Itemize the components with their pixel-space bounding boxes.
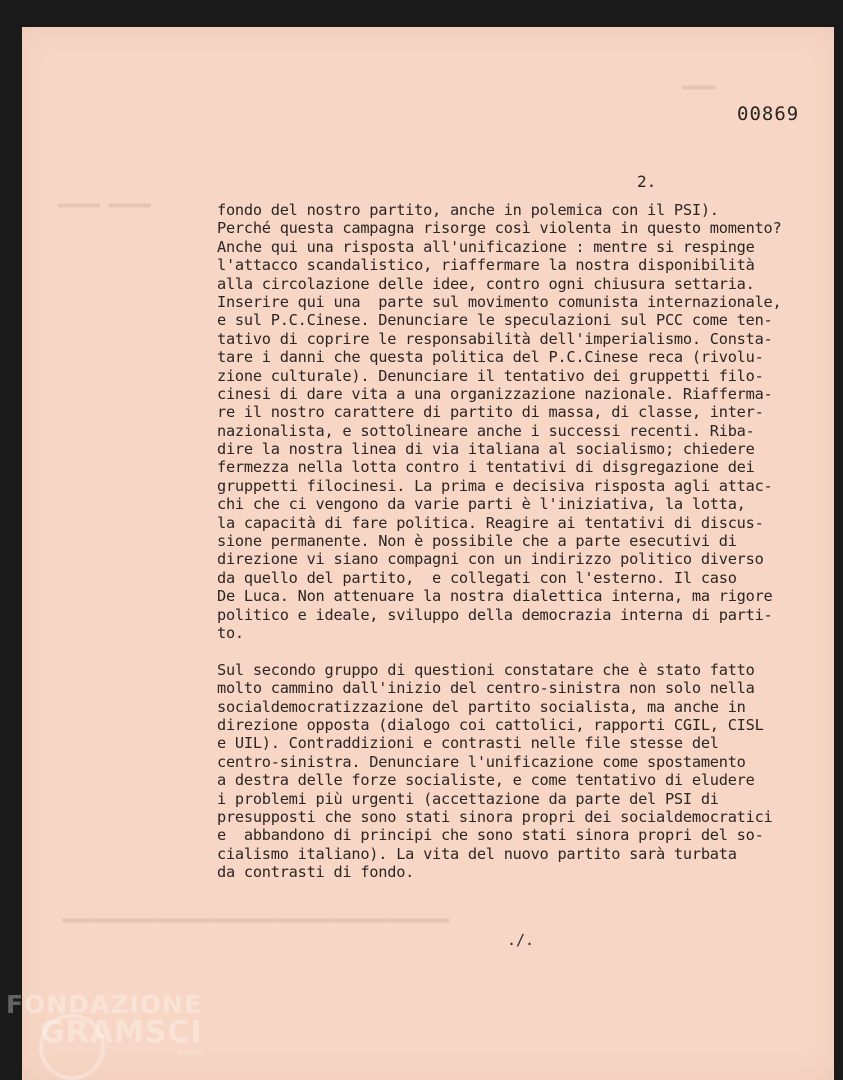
text-line: a destra delle forze socialiste, e come tentativo di eludere: [217, 771, 755, 790]
text-line: e abbandono di principi che sono stati sinora propri del so-: [217, 826, 764, 845]
text-line: Inserire qui una parte sul movimento comunista internazionale,: [217, 292, 782, 311]
bleed-through-texture: ▬▬▬▬▬▬▬▬▬▬▬▬▬▬▬▬▬▬▬▬▬▬▬▬▬▬▬▬▬▬▬▬▬▬▬▬▬▬▬▬▬▬▬▬▬▬: [62, 912, 450, 928]
text-line: direzione opposta (dialogo coi cattolici, rapporti CGIL, CISL: [217, 715, 764, 734]
text-line: [217, 881, 817, 899]
text-line: fondo del nostro partito, anche in polemica con il PSI).: [217, 201, 719, 219]
text-line: da contrasti di fondo.: [217, 863, 415, 882]
text-line: e sul P.C.Cinese. Denunciare le speculazioni sul PCC come ten-: [217, 311, 773, 330]
text-line: tativo di coprire le responsabilità dell'imperialismo. Consta-: [217, 329, 773, 348]
text-line: la capacità di fare politica. Reagire ai tentativi di discus-: [217, 513, 764, 532]
text-line: da quello del partito, e collegati con l'esterno. Il caso: [217, 568, 737, 587]
watermark-line1: FONDAZIONE: [6, 990, 203, 1019]
text-line: i problemi più urgenti (accettazione da parte del PSI di: [217, 789, 719, 808]
document-number: 00869: [737, 103, 800, 125]
watermark-line2: GRAMSCI: [40, 1015, 203, 1050]
continuation-mark: ./.: [507, 931, 535, 949]
paragraph-gap: [217, 642, 817, 660]
text-line: politico e ideale, sviluppo della democrazia interna di parti-: [217, 605, 773, 624]
typewritten-body: [217, 201, 817, 900]
text-line: gruppetti filocinesi. La prima e decisiva risposta agli attac-: [217, 476, 773, 495]
text-line: nazionalista, e sottolineare anche i successi recenti. Riba-: [217, 421, 755, 440]
text-line: l'attacco scandalistico, riaffermare la nostra disponibilità: [217, 256, 755, 275]
text-line: e UIL). Contraddizioni e contrasti nelle file stesse del: [217, 734, 719, 753]
text-line: to.: [217, 623, 244, 642]
text-line: Sul secondo gruppo di questioni constatare che è stato fatto: [217, 660, 755, 679]
text-line: De Luca. Non attenuare la nostra dialettica interna, ma rigore: [217, 587, 773, 606]
text-line: cinesi di dare vita a una organizzazione nazionale. Riafferma-: [217, 384, 773, 403]
text-line: chi che ci vengono da varie parti è l'iniziativa, la lotta,: [217, 495, 746, 514]
page-number: 2.: [637, 172, 657, 191]
text-line: fermezza nella lotta contro i tentativi di disgregazione dei: [217, 458, 755, 477]
text-line: centro-sinistra. Denunciare l'unificazione come spostamento: [217, 752, 746, 771]
text-line: tare i danni che questa politica del P.C.Cinese reca (rivolu-: [217, 348, 764, 367]
text-line: zione culturale). Denunciare il tentativo dei gruppetti filo-: [217, 366, 764, 385]
text-line: socialdemocratizzazione del partito socialista, ma anche in: [217, 697, 746, 716]
text-line: alla circolazione delle idee, contro ogni chiusura settaria.: [217, 274, 755, 293]
text-line: dire la nostra linea di via italiana al socialismo; chiedere: [217, 440, 755, 459]
text-line: direzione vi siano compagni con un indirizzo politico diverso: [217, 550, 764, 569]
text-line: Perché questa campagna risorge così violenta in questo momento?: [217, 219, 782, 238]
text-line: cialismo italiano). La vita del nuovo partito sarà turbata: [217, 844, 737, 863]
text-line: re il nostro carattere di partito di massa, di classe, inter-: [217, 403, 764, 422]
bleed-through-texture: ▬▬▬▬▬ ▬▬▬▬▬: [58, 197, 151, 213]
bleed-through-texture: ▬▬▬▬: [682, 79, 716, 95]
fondazione-gramsci-watermark: [6, 990, 203, 1058]
text-line: molto cammino dall'inizio del centro-sinistra non solo nella: [217, 679, 755, 698]
watermark-circle-icon: [39, 1014, 105, 1080]
text-line: sione permanente. Non è possibile che a parte esecutivi di: [217, 532, 737, 551]
text-line: presupposti che sono stati sinora propri dei socialdemocratici: [217, 807, 773, 826]
watermark-suffix: onlus: [178, 1048, 203, 1058]
text-line: Anche qui una risposta all'unificazione : mentre si respinge: [217, 237, 755, 256]
